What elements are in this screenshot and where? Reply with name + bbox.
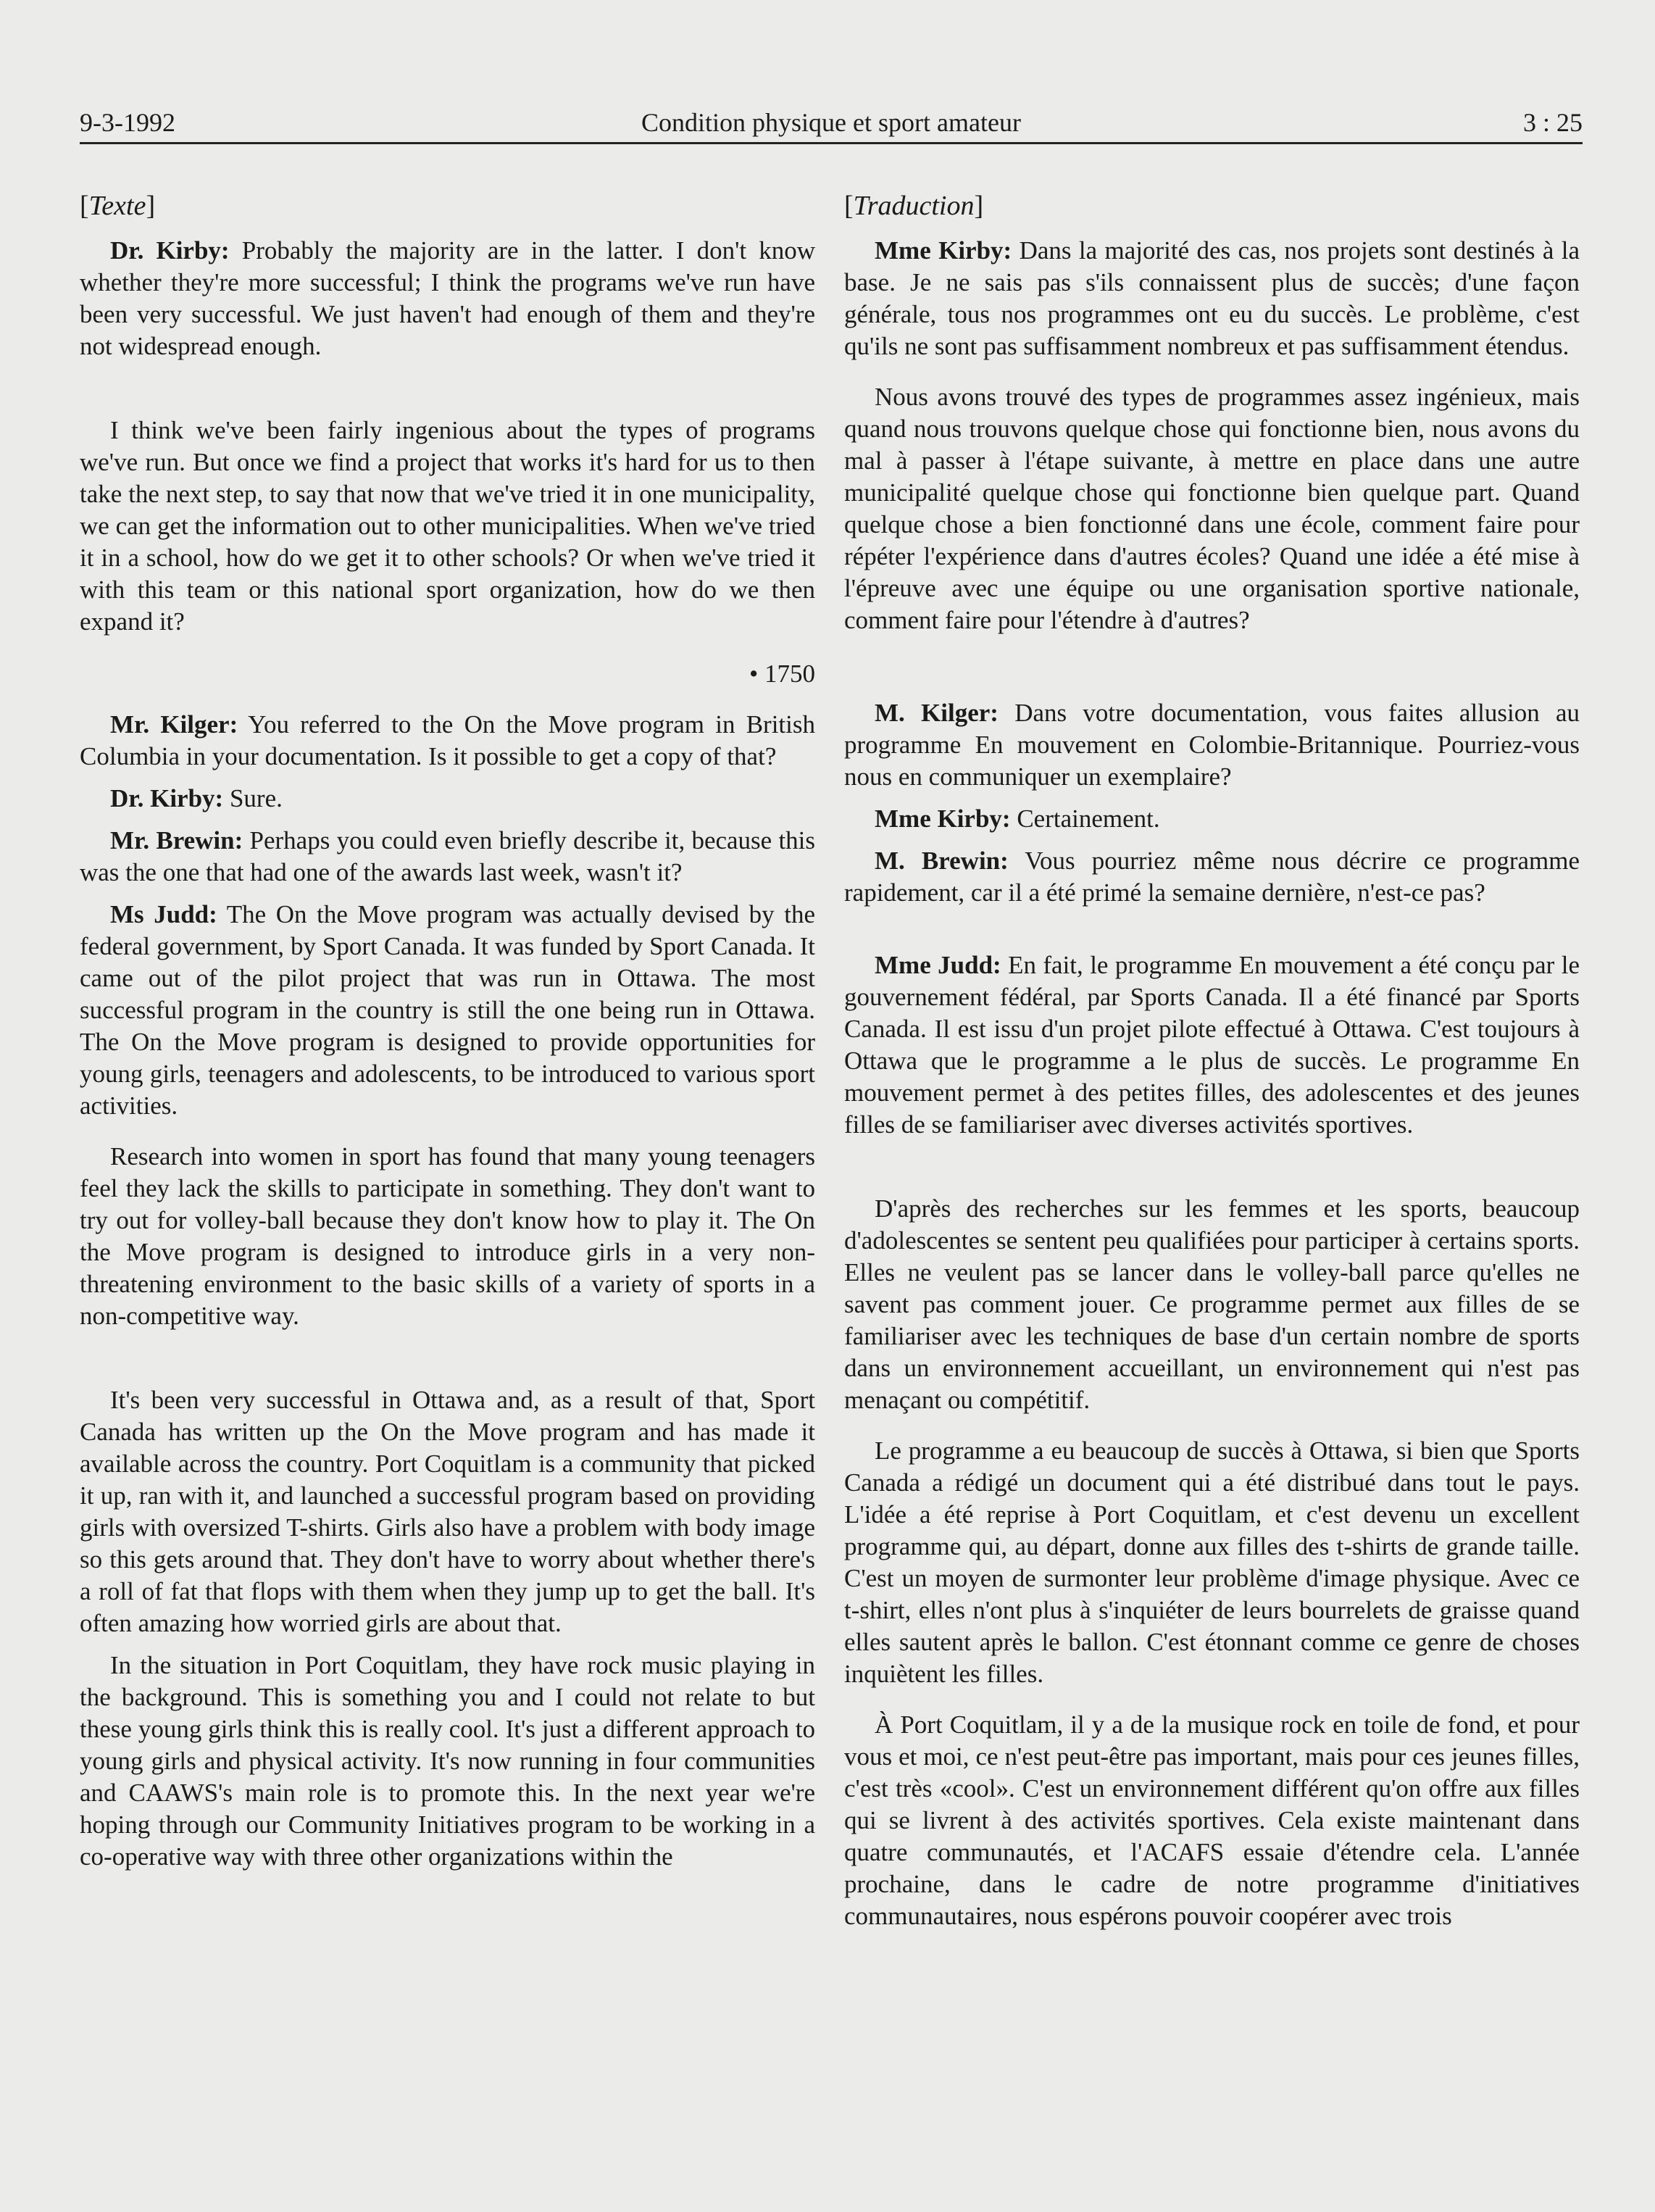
- speaker-name: Ms Judd:: [110, 900, 217, 928]
- header-date: 9-3-1992: [80, 108, 175, 137]
- paragraph: Ms Judd: The On the Move program was actually devised by the federal government, by Sport Canada. It was funded by Sport Canada. It came out of the pilot project that was run in Ottawa. The most successful program in the country is still the one being run in Ottawa. The On the Move program is designed to provide opportunities for young girls, teenagers and adolescents, to be introduced to various sport activities.: [80, 900, 815, 1120]
- paragraph: Mme Kirby: Certainement.: [875, 804, 1160, 833]
- speaker-name: Dr. Kirby:: [110, 236, 230, 265]
- paragraph: Nous avons trouvé des types de programmes assez ingénieux, mais quand nous trouvons quelque chose qui fonctionne bien, nous avons du mal à passer à l'étape suivante, à mettre en place dans une autre municipalité quelque chose qui fonctionne bien quelque part. Quand quelque chose a bien fonctionné dans une école, comment faire pour répéter l'expérience dans d'autres écoles? Quand une idée a été mise à l'épreuve avec une équipe ou une organisation sportive nationale, comment faire pour l'étendre à d'autres?: [844, 383, 1580, 634]
- paragraph: Mme Kirby: Dans la majorité des cas, nos projets sont destinés à la base. Je ne sais pas s'ils connaissent plus de succès; d'une façon générale, tous nos programmes ont eu du succès. Le problème, c'est qu'ils ne sont pas suffisamment nombreux et pas suffisamment étendus.: [844, 236, 1580, 360]
- paragraph: It's been very successful in Ottawa and, as a result of that, Sport Canada has written up the On the Move program and has made it available across the country. Port Coquitlam is a community that picked it up, ran with it, and launched a successful program based on providing girls with oversized T-shirts. Girls also have a problem with body image so this gets around that. They don't have to worry about whether there's a roll of fat that flops with them when they jump up to get the ball. It's often amazing how worried girls are about that.: [80, 1386, 815, 1637]
- paragraph: Mr. Brewin: Perhaps you could even briefly describe it, because this was the one that had one of the awards last week, wasn't it?: [80, 826, 816, 886]
- column-label-texte: [Texte]: [80, 191, 156, 221]
- speaker-name: Mr. Kilger:: [110, 710, 238, 739]
- speaker-name: Mme Kirby:: [875, 804, 1011, 833]
- speaker-name: Dr. Kirby:: [110, 784, 224, 812]
- header-page-number: 3 : 25: [1522, 108, 1583, 137]
- paragraph: Dr. Kirby: Probably the majority are in the latter. I don't know whether they're more successful; I think the programs we've run have been very successful. We just haven't had enough of them and they're not widespread enough.: [80, 236, 816, 360]
- speaker-name: M. Kilger:: [875, 699, 999, 727]
- speaker-name: Mr. Brewin:: [110, 826, 243, 855]
- time-marker: • 1750: [749, 660, 815, 688]
- paragraph: Le programme a eu beaucoup de succès à Ottawa, si bien que Sports Canada a rédigé un document qui a été distribué dans tout le pays. L'idée a été reprise à Port Coquitlam, et c'est devenu un excellent programme qui, au départ, donne aux filles des t-shirts de grande taille. C'est un moyen de surmonter leur problème d'image physique. Avec ce t-shirt, elles n'ont plus à s'inquiéter de leurs bourrelets de graisse quand elles sautent après le ballon. C'est étonnant comme ce genre de choses inquiètent les filles.: [844, 1436, 1580, 1688]
- speaker-name: Mme Judd:: [875, 951, 1001, 979]
- paragraph: Research into women in sport has found that many young teenagers feel they lack the skills to participate in something. They don't want to try out for volley-ball because they don't know how to play it. The On the Move program is designed to introduce girls in a very non-threatening environment to the basic skills of a variety of sports in a non-competitive way.: [80, 1142, 815, 1330]
- french-column: [844, 190, 1580, 1932]
- english-column: [80, 190, 815, 1873]
- paragraph: Mr. Kilger: You referred to the On the Move program in British Columbia in your documentation. Is it possible to get a copy of that?: [80, 710, 815, 770]
- paragraph: I think we've been fairly ingenious about the types of programs we've run. But once we find a project that works it's hard for us to then take the next step, to say that now that we've tried it in one municipality, we can get the information out to other municipalities. When we've tried it in a school, how do we get it to other schools? Or when we've tried it with this team or this national sport organization, how do we then expand it?: [80, 416, 815, 636]
- paragraph: M. Brewin: Vous pourriez même nous décrire ce programme rapidement, car il a été primé la semaine dernière, n'est-ce pas?: [844, 847, 1580, 907]
- paragraph: D'après des recherches sur les femmes et les sports, beaucoup d'adolescentes se sentent peu qualifiées pour participer à certains sports. Elles ne veulent pas se lancer dans le volley-ball parce qu'elles ne savent pas comment jouer. Ce programme permet aux filles de se familiariser avec les techniques de base d'un certain nombre de sports dans un environnement accueillant, un environnement qui n'est pas menaçant ou compétitif.: [844, 1194, 1580, 1414]
- paragraph: À Port Coquitlam, il y a de la musique rock en toile de fond, et pour vous et moi, ce n'est peut-être pas important, mais pour ces jeunes filles, c'est très «cool». C'est un environnement différent qu'on offre aux filles qui se livrent à des activités sportives. Cela existe maintenant dans quatre communautés, et l'ACAFS essaie d'étendre cela. L'année prochaine, dans le cadre de notre programme d'initiatives communautaires, nous espérons pouvoir coopérer avec trois: [844, 1710, 1580, 1930]
- speaker-name: Mme Kirby:: [875, 236, 1012, 265]
- column-label-traduction: [Traduction]: [844, 191, 984, 221]
- page-header: [80, 101, 1583, 144]
- speaker-name: M. Brewin:: [875, 847, 1009, 875]
- paragraph: Mme Judd: En fait, le programme En mouvement a été conçu par le gouvernement fédéral, par Sports Canada. Il a été financé par Sports Canada. Il est issu d'un projet pilote effectué à Ottawa. C'est toujours à Ottawa que le programme a le plus de succès. Le programme En mouvement permet à des petites filles, des adolescentes et des jeunes filles de se familiariser avec diverses activités sportives.: [844, 951, 1580, 1139]
- header-title: Condition physique et sport amateur: [641, 108, 1021, 137]
- paragraph: Dr. Kirby: Sure.: [110, 784, 283, 812]
- paragraph: In the situation in Port Coquitlam, they have rock music playing in the background. This is something you and I could not relate to but these young girls think this is really cool. It's just a different approach to young girls and physical activity. It's now running in four communities and CAAWS's main role is to promote this. In the next year we're hoping through our Community Initiatives program to be working in a co-operative way with three other organizations within the: [80, 1651, 815, 1871]
- paragraph: M. Kilger: Dans votre documentation, vous faites allusion au programme En mouvement en Colombie-Britannique. Pourriez-vous nous en communiquer un exemplaire?: [844, 699, 1580, 791]
